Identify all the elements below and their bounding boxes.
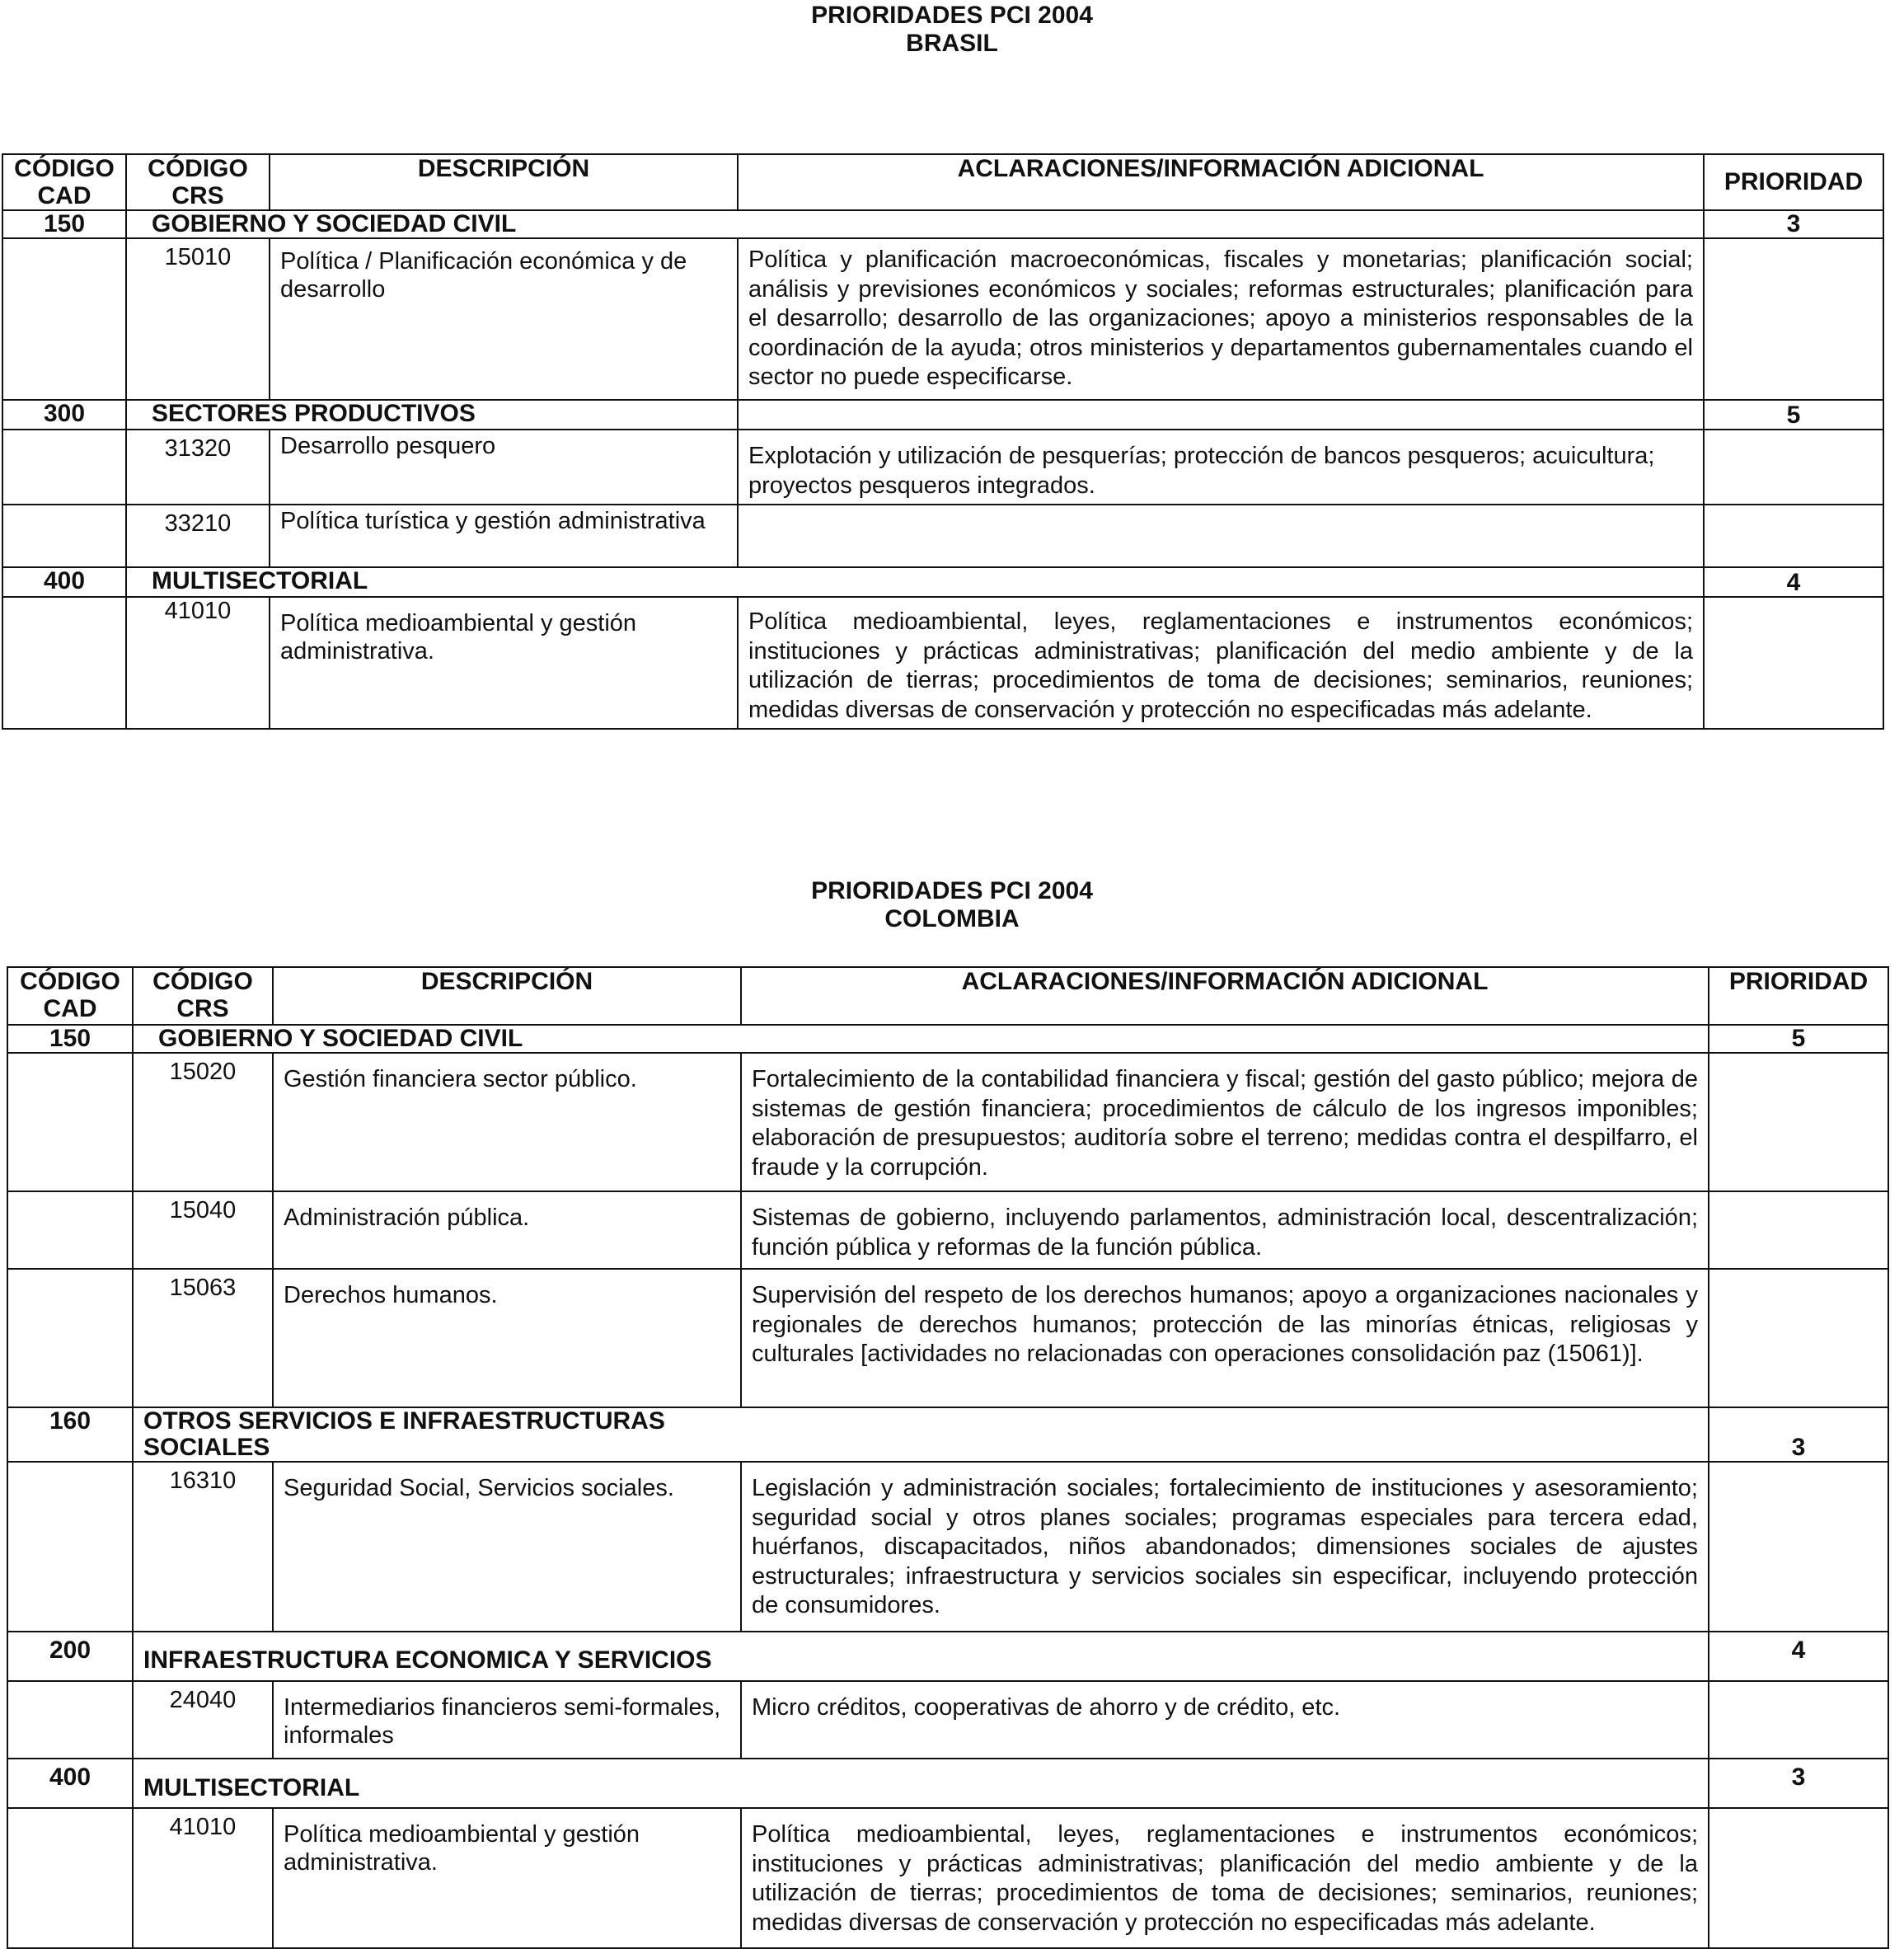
- section-cad: 150: [7, 1025, 133, 1053]
- priority-cell: [1709, 1462, 1888, 1632]
- crs-code: 15063: [133, 1269, 273, 1407]
- header-cad: CÓDIGO CAD: [7, 967, 133, 1025]
- cad-cell: [7, 1462, 133, 1632]
- priority-cell: [1709, 1191, 1888, 1269]
- table-row: [7, 1191, 1888, 1269]
- priority-cell: [1709, 1808, 1888, 1948]
- section-spacer: [741, 1407, 1709, 1462]
- cad-cell: [2, 430, 126, 505]
- priority-cell: [1704, 597, 1883, 729]
- cad-cell: [2, 505, 126, 567]
- section-priority: 5: [1704, 400, 1883, 430]
- header-description: DESCRIPCIÓN: [273, 967, 741, 1025]
- priorities-table-brasil: [2, 153, 1884, 730]
- table-row: [7, 1053, 1888, 1191]
- section-spacer: [738, 210, 1704, 238]
- crs-code: 15020: [133, 1053, 273, 1191]
- table-row: [2, 430, 1883, 505]
- header-crs: CÓDIGO CRS: [126, 154, 270, 210]
- section-row: [2, 210, 1883, 238]
- section-priority: 3: [1704, 210, 1883, 238]
- cad-cell: [7, 1681, 133, 1759]
- crs-code: 15010: [126, 238, 270, 400]
- aclaraciones-cell: Legislación y administración sociales; fortalecimiento de instituciones y asesoramiento; seguridad social y otros planes sociales; programas especiales para tercera edad, huérfanos, discapacitados, niños abandonados; dimensiones sociales de ajustes estructurales; infraestructura y servicios sociales sin especificar, incluyendo protección de consumidores.: [741, 1462, 1709, 1632]
- section-cad: 200: [7, 1632, 133, 1681]
- section-row: [2, 400, 1883, 430]
- description-cell: Política medioambiental y gestión administrativa.: [270, 597, 738, 729]
- section-name: GOBIERNO Y SOCIEDAD CIVIL: [133, 1025, 741, 1053]
- cad-cell: [7, 1808, 133, 1948]
- priority-cell: [1704, 505, 1883, 567]
- crs-code: 33210: [126, 505, 270, 567]
- description-cell: Intermediarios financieros semi-formales, informales: [273, 1681, 741, 1759]
- section-priority: 5: [1709, 1025, 1888, 1053]
- aclaraciones-cell: Sistemas de gobierno, incluyendo parlamentos, administración local, descentralización; función pública y reformas de la función pública.: [741, 1191, 1709, 1269]
- description-cell: Gestión financiera sector público.: [273, 1053, 741, 1191]
- table-row: [7, 1269, 1888, 1407]
- description-cell: Política turística y gestión administrativa: [270, 505, 738, 567]
- section-row: [7, 1407, 1888, 1462]
- section-name: INFRAESTRUCTURA ECONOMICA Y SERVICIOS: [133, 1632, 1709, 1681]
- section-priority: 4: [1709, 1632, 1888, 1681]
- page-title: PRIORIDADES PCI 2004: [811, 2, 1093, 29]
- aclaraciones-cell: Fortalecimiento de la contabilidad financiera y fiscal; gestión del gasto público; mejora de sistemas de gestión financiera; procedimientos de cálculo de los ingresos imponibles; elaboración de presupuestos; auditoría sobre el terreno; medidas contra el despilfarro, el fraude y la corrupción.: [741, 1053, 1709, 1191]
- header-crs: CÓDIGO CRS: [133, 967, 273, 1025]
- cad-cell: [7, 1191, 133, 1269]
- table-row: [7, 1681, 1888, 1759]
- header-row: [7, 967, 1888, 1025]
- section-priority: 4: [1704, 567, 1883, 597]
- aclaraciones-cell: Política medioambiental, leyes, reglamentaciones e instrumentos económicos; instituciones y prácticas administrativas; planificación del medio ambiente y de la utilización de tierras; procedimientos de toma de decisiones; seminarios, reuniones; medidas diversas de conservación y protección no especificadas más adelante.: [741, 1808, 1709, 1948]
- description-cell: Desarrollo pesquero: [270, 430, 738, 505]
- priority-cell: [1704, 238, 1883, 400]
- section-spacer: [738, 567, 1704, 597]
- cad-cell: [7, 1053, 133, 1191]
- aclaraciones-cell: Supervisión del respeto de los derechos humanos; apoyo a organizaciones nacionales y regionales de derechos humanos; protección de las minorías étnicas, religiosas y culturales [actividades no relacionadas con operaciones consolidación paz (15061)].: [741, 1269, 1709, 1407]
- cad-cell: [7, 1269, 133, 1407]
- section-name: MULTISECTORIAL: [126, 567, 738, 597]
- cad-cell: [2, 238, 126, 400]
- section-row: [7, 1632, 1888, 1681]
- header-prioridad: PRIORIDAD: [1709, 967, 1888, 1025]
- header-cad: CÓDIGO CAD: [2, 154, 126, 210]
- header-row: [2, 154, 1883, 210]
- country-title: COLOMBIA: [884, 905, 1020, 932]
- crs-code: 41010: [133, 1808, 273, 1948]
- table-row: [2, 238, 1883, 400]
- table-row: [7, 1808, 1888, 1948]
- section-name: SECTORES PRODUCTIVOS: [126, 400, 738, 430]
- section-priority: 3: [1709, 1759, 1888, 1808]
- section-row: [7, 1025, 1888, 1053]
- section-cad: 150: [2, 210, 126, 238]
- crs-code: 24040: [133, 1681, 273, 1759]
- table-row: [2, 597, 1883, 729]
- page-title: PRIORIDADES PCI 2004: [811, 877, 1093, 904]
- section-spacer: [738, 400, 1704, 430]
- description-cell: Política / Planificación económica y de desarrollo: [270, 238, 738, 400]
- section-name: GOBIERNO Y SOCIEDAD CIVIL: [126, 210, 738, 238]
- country-title: BRASIL: [906, 30, 998, 57]
- section-cad: 160: [7, 1407, 133, 1462]
- priority-cell: [1709, 1053, 1888, 1191]
- description-cell: Seguridad Social, Servicios sociales.: [273, 1462, 741, 1632]
- cad-cell: [2, 597, 126, 729]
- table-row: [2, 505, 1883, 567]
- table-row: [7, 1462, 1888, 1632]
- header-aclaraciones: ACLARACIONES/INFORMACIÓN ADICIONAL: [738, 154, 1704, 210]
- section-priority: 3: [1709, 1407, 1888, 1462]
- priority-cell: [1704, 430, 1883, 505]
- section-row: [2, 567, 1883, 597]
- aclaraciones-cell: Política y planificación macroeconómicas, fiscales y monetarias; planificación social; análisis y previsiones económicos y sociales; reformas estructurales; planificación para el desarrollo; desarrollo de las organizaciones; apoyo a ministerios responsables de la coordinación de la ayuda; otros ministerios y departamentos gubernamentales cuando el sector no puede especificarse.: [738, 238, 1704, 400]
- section-row: [7, 1759, 1888, 1808]
- header-description: DESCRIPCIÓN: [270, 154, 738, 210]
- crs-code: 16310: [133, 1462, 273, 1632]
- priority-cell: [1709, 1269, 1888, 1407]
- aclaraciones-cell: Política medioambiental, leyes, reglamentaciones e instrumentos económicos; instituciones y prácticas administrativas; planificación del medio ambiente y de la utilización de tierras; procedimientos de toma de decisiones; seminarios, reuniones; medidas diversas de conservación y protección no especificadas más adelante.: [738, 597, 1704, 729]
- crs-code: 15040: [133, 1191, 273, 1269]
- priorities-table-colombia: [7, 966, 1889, 1949]
- section-cad: 300: [2, 400, 126, 430]
- description-cell: Política medioambiental y gestión administrativa.: [273, 1808, 741, 1948]
- description-cell: Derechos humanos.: [273, 1269, 741, 1407]
- section-spacer: [741, 1025, 1709, 1053]
- section-name: MULTISECTORIAL: [133, 1759, 1709, 1808]
- description-cell: Administración pública.: [273, 1191, 741, 1269]
- section-cad: 400: [2, 567, 126, 597]
- crs-code: 31320: [126, 430, 270, 505]
- aclaraciones-cell: [738, 505, 1704, 567]
- aclaraciones-cell: Micro créditos, cooperativas de ahorro y de crédito, etc.: [741, 1681, 1709, 1759]
- section-name: OTROS SERVICIOS E INFRAESTRUCTURAS SOCIALES: [133, 1407, 741, 1462]
- header-prioridad: PRIORIDAD: [1704, 154, 1883, 210]
- header-aclaraciones: ACLARACIONES/INFORMACIÓN ADICIONAL: [741, 967, 1709, 1025]
- aclaraciones-cell: Explotación y utilización de pesquerías; protección de bancos pesqueros; acuicultura; proyectos pesqueros integrados.: [738, 430, 1704, 505]
- priority-cell: [1709, 1681, 1888, 1759]
- section-cad: 400: [7, 1759, 133, 1808]
- crs-code: 41010: [126, 597, 270, 729]
